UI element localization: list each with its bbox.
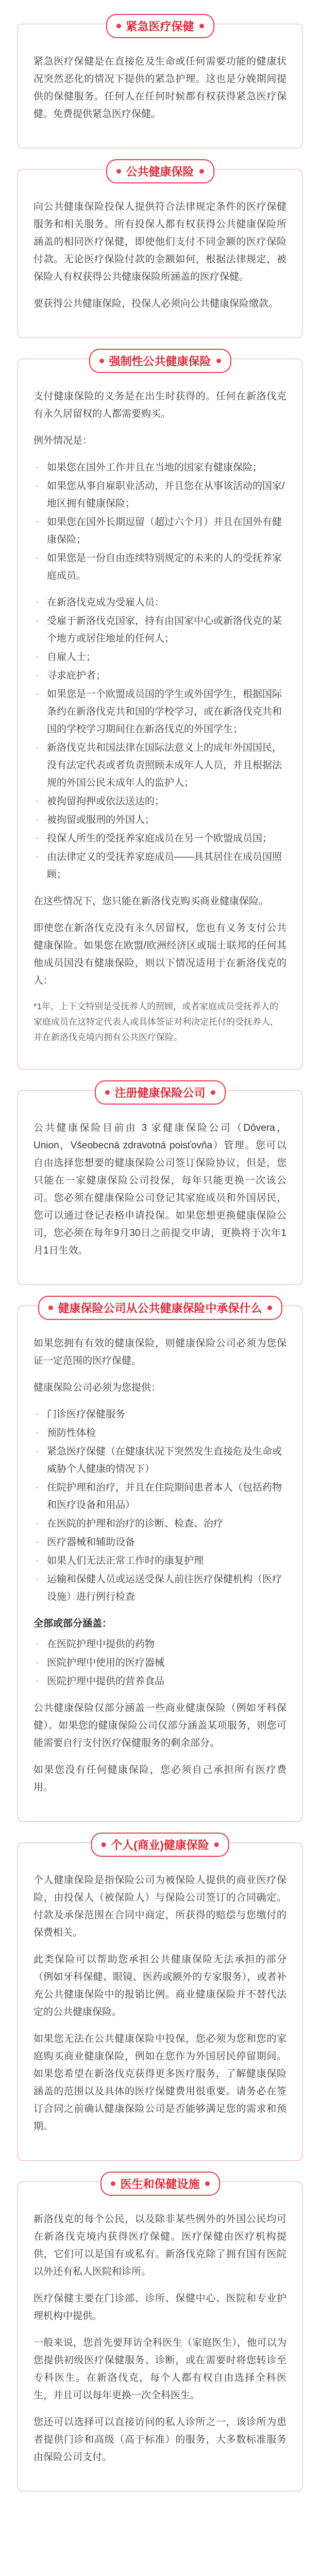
info-section: [18, 1087, 302, 1285]
title-decoration-right: [216, 359, 221, 363]
list-item-text: 医院护理中使用的医疗器械: [47, 1657, 165, 1668]
list-item: [33, 649, 287, 666]
bullet-mark: ·: [36, 1639, 39, 1650]
bold-heading: 全部或部分涵盖：: [33, 1618, 112, 1629]
section-title-text: 强制性公共健康保险: [109, 355, 211, 368]
bullet-list: [33, 1406, 287, 1606]
info-section: [18, 165, 302, 338]
bullet-mark: ·: [36, 1537, 39, 1548]
list-item-text: 在医院的护理和治疗的诊断、检查、治疗: [47, 1518, 224, 1529]
list-item: [33, 550, 287, 585]
bullet-mark: ·: [36, 462, 39, 473]
list-item: [33, 478, 287, 513]
bullet-list: [33, 1636, 287, 1690]
section-title: [38, 1296, 282, 1320]
list-item: [33, 1654, 287, 1672]
list-item: [33, 1425, 287, 1442]
bullet-mark: ·: [36, 553, 39, 564]
list-item-text: 预防性体检: [47, 1428, 96, 1438]
bullet-mark: ·: [36, 670, 39, 681]
list-item-text: 寻求庇护者；: [47, 670, 106, 681]
paragraph: 在这些情况下，您只能在新洛伐克购买商业健康保险。: [33, 896, 269, 907]
list-item: [33, 1515, 287, 1533]
list-item-text: 医疗器械和辅助设备: [47, 1537, 136, 1548]
section-title-text: 公共健康保险: [126, 165, 194, 178]
list-item: [33, 1673, 287, 1690]
title-decoration-right: [267, 1306, 272, 1310]
list-item-text: 如果您在国外工作并且在当地的国家有健康保险；: [47, 462, 263, 473]
list-item: [33, 1479, 287, 1514]
title-decoration-right: [205, 2181, 210, 2186]
section-title: [89, 349, 231, 373]
bullet-mark: ·: [36, 852, 39, 862]
section-title: [100, 2172, 220, 2196]
paragraph: 个人健康保险是指保险公司为被保险人提供的商业医疗保险，由投保人（被保险人）与保险公司签订的合同确定。付款及承保范围在合同中商定，所获得的赔偿与您缴付的保费相关。: [33, 1875, 287, 1938]
bullet-mark: ·: [36, 1574, 39, 1585]
paragraph: 如果您无法在公共健康保险中投保，您必须为您和您的家庭购买商业健康保险，例如在您作为外国居民停留期间。如果您希望在新洛伐克获得更多医疗服务，了解健康保险涵盖的范围以及具体的医疗保健费用很重要。请务必在签订合同之前确认健康保险公司是否能够满足您的需求和预期。: [33, 2033, 287, 2132]
list-item: [33, 1552, 287, 1570]
list-item-text: 如果您在国外长期逗留（超过六个月）并且在国外有健康保险；: [47, 517, 282, 545]
bullet-mark: ·: [36, 833, 39, 844]
info-section: [18, 1839, 302, 2161]
list-item: [33, 613, 287, 648]
section-title: [106, 159, 214, 183]
title-decoration-right: [199, 24, 204, 28]
list-item: [33, 1406, 287, 1423]
paragraph: 公共健康保险目前由 3 家健康保险公司（Dôvera，Union，Všeobecná zdravotná poisťovňa）管理。您可以自由选择您想要的健康保险公司签订保险协议，但是，您只能在一家健康保险公司投保，每年只能更换一次该公司。您必须在健康保险公司登记其家庭成员和外国居民，您可以通过登记表格申请投保。如果您想更换健康保险公司，您必须在每年9月30日之前提交申请，更换将于次年1月1日生效。: [33, 1123, 287, 1256]
paragraph: 新洛伐克的每个公民，以及除非某些例外的外国公民均可在新洛伐克境内获得医疗保健。医疗保健由医疗机构提供，它们可以是国有或私有。新洛伐克除了拥有国有医院以外还有私人医院和诊所。: [33, 2214, 287, 2277]
list-item-text: 自雇人士；: [47, 652, 96, 663]
title-decoration-right: [211, 1090, 215, 1095]
bullet-mark: ·: [36, 481, 39, 492]
bullet-mark: ·: [36, 1409, 39, 1420]
section-title-text: 注册健康保险公司: [114, 1087, 206, 1099]
list-item-text: 紧急医疗保健（在健康状况下突然发生直接危及生命或威胁个人健康的情况下）: [47, 1446, 282, 1475]
paragraph: 您还可以选择可以直接访问的私人诊所之一，该诊所为患者提供门诊和高级（高于标准）的服务，大多数标准服务由保险公司支付。: [33, 2417, 287, 2463]
bullet-mark: ·: [36, 815, 39, 825]
title-decoration-left: [116, 169, 121, 174]
list-item-text: 住院护理和治疗，并且在住院期间患者本人（包括药物和医疗设备和用品）: [47, 1482, 282, 1511]
list-item: [33, 739, 287, 792]
list-item: [33, 811, 287, 829]
paragraph: 紧急医疗保健是在直接危及生命或任何需要功能的健康状况突然恶化的情况下提供的紧急护理。这也是分娩期间提供的保健服务。任何人在任何时候都有权获得紧急医疗保健。免费提供紧急医疗保健。: [33, 56, 287, 120]
section-title: [91, 1833, 229, 1857]
bullet-mark: ·: [36, 796, 39, 807]
bullet-mark: ·: [36, 1555, 39, 1566]
list-item: [33, 1636, 287, 1653]
section-title-text: 健康保险公司从公共健康保险中承保什么: [58, 1302, 262, 1315]
paragraph: 健康保险公司必须为您提供：: [33, 1382, 161, 1393]
list-item: [33, 459, 287, 477]
list-item-text: 由法律定义的受抚养家庭成员——具其居住在成员国照顾；: [47, 852, 282, 880]
list-item-text: 医院护理中提供的营养食品: [47, 1676, 165, 1687]
list-item-text: 如果人们无法正常工作时的康复护理: [47, 1555, 204, 1566]
list-item: [33, 667, 287, 685]
list-item: [33, 686, 287, 738]
bullet-mark: ·: [36, 1518, 39, 1529]
paragraph: 要获得公共健康保险，投保人必须向公共健康保险缴款。: [33, 298, 279, 309]
list-item: [33, 594, 287, 612]
bullet-mark: ·: [36, 1428, 39, 1438]
info-section: [18, 20, 302, 148]
list-item: [33, 830, 287, 848]
list-item-text: 如果您从事自雇职业活动，并且您在从事该活动的国家/地区拥有健康保险；: [47, 481, 285, 509]
list-item: [33, 1571, 287, 1606]
bullet-mark: ·: [36, 1676, 39, 1687]
title-decoration-left: [105, 1090, 109, 1095]
list-item: [33, 793, 287, 810]
list-item: [33, 1534, 287, 1551]
list-item-text: 受雇于新洛伐克国家，持有由国家中心或新洛伐克的某个地方或居住地址的任何人；: [47, 616, 282, 644]
list-item-text: 运输和保健人员或运送受保人前往医疗保健机构（医疗设施）进行例行检查: [47, 1574, 282, 1602]
section-title-text: 个人(商业)健康保险: [111, 1839, 209, 1852]
paragraph: 公共健康保险仅部分涵盖一些商业健康保险（例如牙科保健）。如果您的健康保险公司仅部分涵盖某项服务，则您可能需要自行支付医疗保健服务的剩余部分。: [33, 1703, 287, 1749]
title-decoration-left: [101, 1842, 106, 1847]
bullet-mark: ·: [36, 1446, 39, 1457]
bullet-mark: ·: [36, 597, 39, 608]
section-title-text: 医生和保健设施: [120, 2178, 200, 2191]
list-item: [33, 1443, 287, 1478]
bullet-mark: ·: [36, 517, 39, 528]
paragraph: 此类保险可以帮助您承担公共健康保险无法承担的部分（例如牙科保健、眼镜、医药或额外的专家服务），或者补充公共健康保险中的报销比例。商业健康保险并不替代法定的公共健康保险。: [33, 1954, 287, 2018]
bullet-mark: ·: [36, 742, 39, 753]
bullet-mark: ·: [36, 652, 39, 663]
bullet-list: [33, 594, 287, 884]
bullet-mark: ·: [36, 689, 39, 700]
info-section: [18, 355, 302, 1070]
title-decoration-left: [48, 1306, 53, 1310]
info-section: [18, 1302, 302, 1822]
list-item-text: 被拘留拘押或依法送达的；: [47, 796, 165, 807]
list-item-text: 如果您是一份自由连续特别规定的未来的人的受抚养家庭成员。: [47, 553, 282, 581]
paragraph: 支付健康保险的义务是在出生时获得的。任何在新洛伐克有永久居留权的人都需要购买。: [33, 391, 287, 419]
section-title: [106, 14, 214, 38]
title-decoration-left: [99, 359, 104, 363]
list-item: [33, 514, 287, 549]
bullet-mark: ·: [36, 616, 39, 626]
list-item: [33, 849, 287, 884]
title-decoration-left: [116, 24, 121, 28]
list-item-text: 门诊医疗保健服务: [47, 1409, 126, 1420]
paragraph: 例外情况是：: [33, 435, 93, 446]
list-item-text: 新洛伐克共和国法律在国际法意义上的成年外国国民，没有法定代表或者负责照顾未成年人人员，并且根据法规的外国公民未成年人的监护人；: [47, 742, 282, 788]
section-title-text: 紧急医疗保健: [126, 20, 194, 33]
title-decoration-right: [214, 1842, 219, 1847]
footnote: *1年，上下文特别是受抚养人的照顾，或者家庭成员受抚养人的家庭成员在这特定代表人或具体签证对利决定托付的受抚养人，并在新洛伐克境内拥有公共医疗保险。: [33, 1002, 279, 1042]
info-section: [18, 2178, 302, 2492]
paragraph: 医疗保健主要在门诊部、诊所、保健中心、医院和专业护理机构中提供。: [33, 2293, 287, 2321]
title-decoration-left: [110, 2181, 115, 2186]
list-item-text: 在医院护理中提供的药物: [47, 1639, 155, 1650]
paragraph: 如果您没有任何健康保险，您必须自己承担所有医疗费用。: [33, 1765, 287, 1793]
list-item-text: 投保人所生的受抚养家庭成员在另一个欧盟成员国；: [47, 833, 273, 844]
list-item-text: 如果您是一个欧盟成员国的学生或外国学生，根据国际条约在新洛伐克共和国的学校学习，或在新洛伐克共和国的学校学习期间住在新洛伐克的外国学生；: [47, 689, 282, 735]
title-decoration-right: [199, 169, 204, 174]
paragraph: 即使您在新洛伐克没有永久居留权，您也有义务支付公共健康保险。如果您在欧盟/欧洲经济区或瑞士联邦的任何其他成员国没有健康保险，则以下情况适用于在新洛伐克的人：: [33, 923, 287, 986]
list-item-text: 被拘留或服刑的外国人；: [47, 815, 155, 825]
paragraph: 如果您拥有有效的健康保险，则健康保险公司必须为您保证一定范围的医疗保健。: [33, 1338, 287, 1366]
paragraph: 一般来说，您首先要拜访全科医生（家庭医生），他可以为您提供初级医疗保健服务、诊断，或在需要时将您转诊至专科医生。在新洛伐克，每个人都有权自由选择全科医生，并且可以每年更换一次全科医生。: [33, 2337, 287, 2401]
bullet-list: [33, 459, 287, 585]
list-item-text: 在新洛伐克成为受雇人员：: [47, 597, 165, 608]
bullet-mark: ·: [36, 1657, 39, 1668]
bullet-mark: ·: [36, 1482, 39, 1493]
section-title: [94, 1080, 225, 1105]
paragraph: 向公共健康保险投保人提供符合法律规定条件的医疗保健服务和相关服务。所有投保人都有权获得公共健康保险所涵盖的相同医疗保健，即使他们支付不同金额的医疗保险付款。无论医疗保险付款的金额如何，根据法律规定，被保险人有权获得公共健康保险所涵盖的医疗保健。: [33, 201, 287, 282]
